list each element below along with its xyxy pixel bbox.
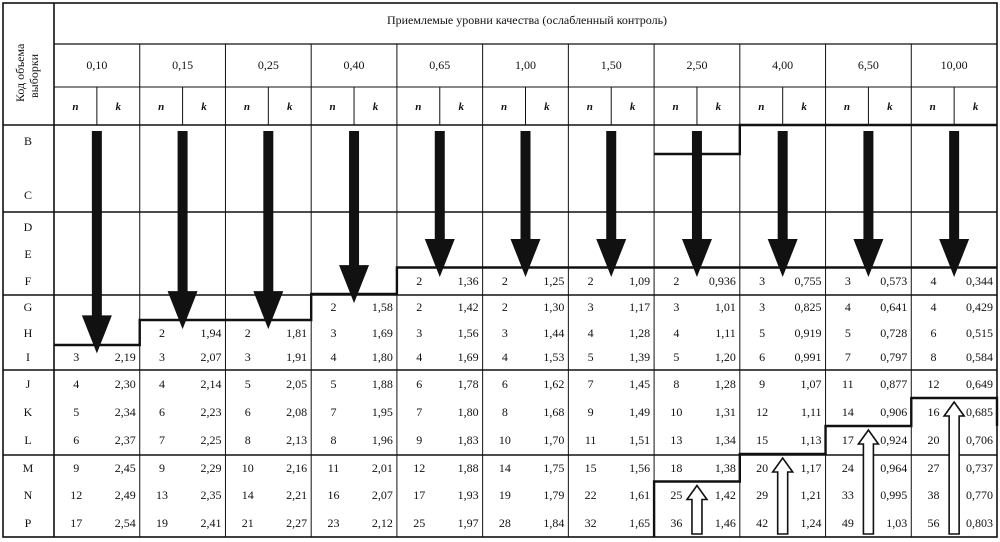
cell-n: 14 bbox=[498, 461, 511, 475]
cell-n: 24 bbox=[841, 461, 854, 475]
n-subheader: n bbox=[158, 101, 165, 113]
cell-n: 3 bbox=[416, 326, 423, 340]
cell-k: 0,515 bbox=[966, 326, 993, 340]
cell-k: 2,35 bbox=[200, 488, 222, 502]
cell-n: 16 bbox=[927, 405, 940, 419]
cell-k: 1,42 bbox=[714, 488, 736, 502]
cell-n: 4 bbox=[844, 300, 851, 314]
cell-k: 2,41 bbox=[200, 516, 222, 530]
cell-n: 3 bbox=[330, 326, 337, 340]
cell-n: 4 bbox=[673, 326, 680, 340]
down-arrow-icon bbox=[596, 131, 626, 277]
cell-n: 18 bbox=[670, 461, 683, 475]
cell-k: 1,11 bbox=[715, 326, 736, 340]
cell-n: 9 bbox=[73, 461, 80, 475]
cell-n: 23 bbox=[327, 516, 340, 530]
cell-k: 0,755 bbox=[794, 274, 822, 288]
cell-k: 0,924 bbox=[880, 433, 908, 447]
down-arrow-icon bbox=[168, 131, 198, 329]
cell-k: 1,81 bbox=[286, 326, 308, 340]
row-header-line-2: выборки bbox=[27, 53, 41, 98]
sample-code-B: B bbox=[23, 134, 33, 148]
cell-n: 7 bbox=[587, 377, 594, 391]
k-subheader: k bbox=[972, 101, 979, 113]
k-subheader: k bbox=[287, 101, 293, 113]
cell-k: 1,70 bbox=[543, 433, 565, 447]
table-title: Приемлемые уровни качества (ослабленный контроль) bbox=[386, 13, 668, 27]
cell-n: 6 bbox=[73, 433, 80, 447]
cell-n: 10 bbox=[498, 433, 511, 447]
cell-n: 11 bbox=[327, 461, 340, 475]
cell-k: 1,91 bbox=[286, 350, 308, 364]
cell-k: 2,54 bbox=[114, 516, 136, 530]
k-subheader: k bbox=[115, 101, 122, 113]
cell-n: 3 bbox=[501, 326, 508, 340]
row-header-line-1: Код объема bbox=[13, 43, 27, 102]
cell-k: 2,21 bbox=[286, 488, 308, 502]
n-subheader: n bbox=[243, 101, 250, 113]
aql-level-header: 1,50 bbox=[600, 58, 622, 72]
k-subheader: k bbox=[372, 101, 379, 113]
cell-k: 1,88 bbox=[371, 377, 393, 391]
cell-n: 2 bbox=[501, 300, 508, 314]
cell-n: 49 bbox=[841, 516, 854, 530]
cell-k: 1,96 bbox=[371, 433, 393, 447]
k-subheader: k bbox=[715, 101, 722, 113]
cell-k: 1,79 bbox=[543, 488, 565, 502]
cell-n: 12 bbox=[413, 461, 426, 475]
cell-n: 5 bbox=[587, 350, 594, 364]
cell-k: 1,80 bbox=[457, 405, 479, 419]
cell-n: 21 bbox=[241, 516, 254, 530]
cell-k: 0,685 bbox=[966, 405, 993, 419]
aql-level-header: 0,65 bbox=[429, 58, 451, 72]
cell-n: 2 bbox=[673, 274, 680, 288]
cell-n: 20 bbox=[927, 433, 940, 447]
cell-k: 0,797 bbox=[880, 350, 908, 364]
cell-n: 4 bbox=[416, 350, 423, 364]
aql-level-header: 2,50 bbox=[686, 58, 708, 72]
cell-k: 1,01 bbox=[714, 300, 736, 314]
cell-n: 17 bbox=[841, 433, 854, 447]
cell-k: 2,07 bbox=[200, 350, 222, 364]
down-arrow-icon bbox=[253, 131, 283, 329]
up-arrow-icon bbox=[944, 402, 964, 534]
cell-n: 36 bbox=[670, 516, 683, 530]
sample-code-L: L bbox=[24, 433, 32, 447]
table-grid bbox=[3, 3, 997, 537]
cell-n: 3 bbox=[759, 274, 766, 288]
cell-n: 7 bbox=[159, 433, 166, 447]
table-headers bbox=[13, 13, 667, 102]
cell-n: 4 bbox=[587, 326, 594, 340]
cell-k: 0,964 bbox=[880, 461, 908, 475]
cell-n: 4 bbox=[73, 377, 80, 391]
cell-n: 9 bbox=[416, 433, 423, 447]
sample-code-I: I bbox=[26, 350, 30, 364]
cell-k: 1,11 bbox=[800, 405, 822, 419]
cell-k: 1,51 bbox=[629, 433, 651, 447]
cell-n: 3 bbox=[759, 300, 766, 314]
cell-k: 2,27 bbox=[286, 516, 308, 530]
cell-n: 14 bbox=[241, 488, 254, 502]
cell-n: 11 bbox=[842, 377, 854, 391]
k-subheader: k bbox=[801, 101, 807, 113]
cell-k: 1,25 bbox=[543, 274, 565, 288]
cell-n: 4 bbox=[159, 377, 166, 391]
sample-code-H: H bbox=[23, 326, 33, 340]
cell-k: 2,45 bbox=[114, 461, 136, 475]
k-subheader: k bbox=[887, 101, 893, 113]
cell-n: 6 bbox=[930, 326, 937, 340]
cell-k: 1,84 bbox=[543, 516, 565, 530]
cell-k: 1,09 bbox=[629, 274, 651, 288]
n-subheader: n bbox=[329, 101, 336, 113]
sample-code-C: C bbox=[23, 188, 33, 202]
cell-k: 0,429 bbox=[966, 300, 993, 314]
cell-n: 22 bbox=[584, 488, 597, 502]
n-subheader: n bbox=[415, 101, 422, 113]
cell-k: 1,53 bbox=[543, 350, 565, 364]
cell-k: 1,97 bbox=[457, 516, 479, 530]
cell-k: 0,877 bbox=[880, 377, 908, 391]
aql-level-header: 0,15 bbox=[172, 58, 194, 72]
cell-n: 3 bbox=[159, 350, 166, 364]
cell-k: 0,770 bbox=[966, 488, 993, 502]
cell-k: 1,39 bbox=[629, 350, 651, 364]
cell-n: 29 bbox=[756, 488, 769, 502]
cell-n: 32 bbox=[584, 516, 597, 530]
cell-n: 28 bbox=[498, 516, 511, 530]
n-subheader: n bbox=[586, 101, 593, 113]
cell-n: 9 bbox=[587, 405, 594, 419]
cell-n: 42 bbox=[756, 516, 769, 530]
cell-k: 0,344 bbox=[966, 274, 993, 288]
cell-n: 6 bbox=[759, 350, 766, 364]
k-subheader: k bbox=[629, 101, 636, 113]
cell-k: 1,69 bbox=[371, 326, 393, 340]
cell-n: 17 bbox=[70, 516, 83, 530]
cell-n: 5 bbox=[673, 350, 680, 364]
down-arrow-icon bbox=[511, 131, 541, 277]
cell-n: 3 bbox=[844, 274, 851, 288]
aql-level-header: 0,10 bbox=[86, 58, 108, 72]
cell-n: 12 bbox=[927, 377, 940, 391]
cell-k: 1,38 bbox=[714, 461, 736, 475]
cell-n: 11 bbox=[584, 433, 597, 447]
n-subheader: n bbox=[672, 101, 679, 113]
cell-n: 15 bbox=[584, 461, 597, 475]
cell-k: 1,83 bbox=[457, 433, 479, 447]
cell-k: 2,37 bbox=[114, 433, 136, 447]
cell-k: 1,68 bbox=[543, 405, 565, 419]
cell-n: 5 bbox=[759, 326, 766, 340]
down-arrow-icon bbox=[425, 131, 455, 277]
cell-k: 2,29 bbox=[200, 461, 222, 475]
cell-k: 1,78 bbox=[457, 377, 479, 391]
cell-n: 2 bbox=[501, 274, 508, 288]
cell-k: 1,31 bbox=[714, 405, 736, 419]
cell-k: 1,13 bbox=[800, 433, 822, 447]
upper-stair-line bbox=[54, 268, 997, 346]
cell-k: 0,803 bbox=[966, 516, 993, 530]
cell-k: 1,36 bbox=[457, 274, 479, 288]
cell-n: 12 bbox=[756, 405, 769, 419]
sample-code-N: N bbox=[23, 488, 33, 502]
cell-k: 1,69 bbox=[457, 350, 479, 364]
cell-n: 8 bbox=[501, 405, 508, 419]
sample-code-D: D bbox=[23, 220, 33, 234]
sample-code-J: J bbox=[25, 377, 31, 391]
n-subheader: n bbox=[501, 101, 508, 113]
cell-n: 13 bbox=[156, 488, 169, 502]
table-frame bbox=[3, 3, 997, 537]
cell-n: 9 bbox=[759, 377, 766, 391]
cell-k: 1,03 bbox=[886, 516, 908, 530]
cell-k: 1,21 bbox=[800, 488, 822, 502]
down-arrow-icon bbox=[339, 131, 369, 303]
aql-level-header: 4,00 bbox=[772, 58, 794, 72]
cell-k: 1,30 bbox=[543, 300, 565, 314]
cell-k: 0,991 bbox=[794, 350, 822, 364]
down-arrow-icon bbox=[853, 131, 883, 277]
sample-code-K: K bbox=[23, 405, 33, 419]
cell-k: 1,17 bbox=[800, 461, 822, 475]
cell-k: 1,49 bbox=[629, 405, 651, 419]
cell-k: 1,46 bbox=[714, 516, 736, 530]
cell-n: 7 bbox=[416, 405, 423, 419]
up-arrow-icon bbox=[858, 430, 878, 534]
cell-k: 1,17 bbox=[629, 300, 651, 314]
cell-k: 0,936 bbox=[708, 274, 736, 288]
cell-k: 1,56 bbox=[457, 326, 479, 340]
cell-k: 2,08 bbox=[286, 405, 308, 419]
cell-k: 2,25 bbox=[200, 433, 222, 447]
cell-n: 8 bbox=[330, 433, 337, 447]
n-subheader: n bbox=[72, 101, 79, 113]
cell-k: 1,62 bbox=[543, 377, 565, 391]
cell-n: 4 bbox=[930, 300, 937, 314]
sample-code-P: P bbox=[24, 516, 32, 530]
cell-k: 1,80 bbox=[371, 350, 393, 364]
cell-n: 16 bbox=[327, 488, 340, 502]
down-arrow-icon bbox=[939, 131, 969, 277]
cell-k: 2,34 bbox=[114, 405, 136, 419]
cell-n: 25 bbox=[670, 488, 683, 502]
aql-level-header: 1,00 bbox=[515, 58, 536, 72]
cell-k: 1,88 bbox=[457, 461, 479, 475]
cell-n: 17 bbox=[413, 488, 426, 502]
cell-n: 7 bbox=[844, 350, 851, 364]
cell-k: 1,65 bbox=[629, 516, 651, 530]
cell-k: 0,641 bbox=[880, 300, 908, 314]
table-cells bbox=[23, 58, 993, 530]
cell-k: 1,24 bbox=[800, 516, 822, 530]
cell-k: 0,584 bbox=[966, 350, 993, 364]
cell-n: 12 bbox=[70, 488, 83, 502]
cell-n: 14 bbox=[841, 405, 854, 419]
cell-k: 2,49 bbox=[114, 488, 136, 502]
aql-level-header: 10,00 bbox=[940, 58, 968, 72]
cell-k: 0,919 bbox=[794, 326, 822, 340]
sample-code-F: F bbox=[24, 274, 32, 288]
cell-k: 0,706 bbox=[966, 433, 993, 447]
aql-level-header: 6,50 bbox=[857, 58, 879, 72]
cell-n: 3 bbox=[73, 350, 80, 364]
cell-k: 0,825 bbox=[794, 300, 822, 314]
cell-n: 19 bbox=[156, 516, 169, 530]
cell-n: 3 bbox=[587, 300, 594, 314]
up-arrow-icon bbox=[773, 458, 793, 534]
cell-n: 8 bbox=[673, 377, 680, 391]
k-subheader: k bbox=[544, 101, 550, 113]
cell-n: 7 bbox=[330, 405, 337, 419]
k-subheader: k bbox=[458, 101, 464, 113]
cell-k: 1,94 bbox=[200, 326, 222, 340]
cell-k: 1,20 bbox=[714, 350, 736, 364]
cell-n: 33 bbox=[841, 488, 854, 502]
cell-k: 1,28 bbox=[714, 377, 736, 391]
cell-n: 2 bbox=[416, 274, 423, 288]
cell-n: 5 bbox=[244, 377, 251, 391]
cell-n: 2 bbox=[159, 326, 166, 340]
down-arrow-icon bbox=[82, 131, 112, 353]
cell-n: 2 bbox=[416, 300, 423, 314]
up-arrow-icon bbox=[687, 486, 707, 535]
aql-level-header: 0,25 bbox=[257, 58, 279, 72]
n-subheader: n bbox=[929, 101, 936, 113]
cell-n: 2 bbox=[330, 300, 337, 314]
cell-n: 20 bbox=[756, 461, 769, 475]
cell-n: 5 bbox=[844, 326, 851, 340]
n-subheader: n bbox=[843, 101, 851, 113]
cell-n: 6 bbox=[159, 405, 166, 419]
cell-k: 1,44 bbox=[543, 326, 565, 340]
cell-k: 0,906 bbox=[880, 405, 908, 419]
cell-k: 0,728 bbox=[880, 326, 908, 340]
k-subheader: k bbox=[201, 101, 207, 113]
cell-n: 3 bbox=[244, 350, 251, 364]
cell-k: 1,07 bbox=[800, 377, 822, 391]
sample-code-G: G bbox=[23, 300, 33, 314]
cell-n: 6 bbox=[416, 377, 423, 391]
cell-k: 0,995 bbox=[880, 488, 908, 502]
cell-k: 2,16 bbox=[286, 461, 308, 475]
cell-n: 15 bbox=[756, 433, 769, 447]
cell-n: 10 bbox=[241, 461, 254, 475]
cell-k: 1,28 bbox=[629, 326, 651, 340]
cell-n: 8 bbox=[244, 433, 251, 447]
cell-n: 13 bbox=[670, 433, 683, 447]
cell-n: 8 bbox=[930, 350, 937, 364]
cell-k: 0,649 bbox=[966, 377, 993, 391]
cell-k: 1,56 bbox=[629, 461, 651, 475]
cell-k: 2,01 bbox=[371, 461, 393, 475]
cell-n: 6 bbox=[244, 405, 251, 419]
cell-k: 1,93 bbox=[457, 488, 479, 502]
cell-n: 3 bbox=[673, 300, 680, 314]
cell-n: 4 bbox=[501, 350, 508, 364]
cell-n: 19 bbox=[498, 488, 511, 502]
cell-n: 4 bbox=[930, 274, 937, 288]
cell-k: 2,14 bbox=[200, 377, 222, 391]
cell-n: 10 bbox=[670, 405, 683, 419]
down-arrow-icon bbox=[768, 131, 798, 277]
cell-n: 4 bbox=[330, 350, 337, 364]
cell-n: 27 bbox=[927, 461, 940, 475]
cell-n: 2 bbox=[244, 326, 251, 340]
cell-k: 2,23 bbox=[200, 405, 222, 419]
sample-code-M: M bbox=[22, 461, 34, 475]
cell-n: 6 bbox=[501, 377, 508, 391]
cell-k: 2,19 bbox=[114, 350, 136, 364]
cell-k: 1,61 bbox=[629, 488, 651, 502]
cell-k: 1,42 bbox=[457, 300, 479, 314]
cell-k: 2,30 bbox=[114, 377, 136, 391]
n-subheader: n bbox=[758, 101, 765, 113]
cell-k: 0,737 bbox=[966, 461, 993, 475]
cell-k: 1,58 bbox=[371, 300, 393, 314]
cell-k: 2,13 bbox=[286, 433, 308, 447]
cell-k: 2,05 bbox=[286, 377, 308, 391]
cell-k: 2,12 bbox=[371, 516, 393, 530]
cell-k: 1,95 bbox=[371, 405, 393, 419]
cell-k: 2,07 bbox=[371, 488, 393, 502]
cell-k: 0,573 bbox=[880, 274, 908, 288]
aql-level-header: 0,40 bbox=[343, 58, 365, 72]
cell-k: 1,75 bbox=[543, 461, 565, 475]
cell-n: 56 bbox=[927, 516, 940, 530]
cell-n: 5 bbox=[330, 377, 337, 391]
cell-n: 5 bbox=[73, 405, 80, 419]
cell-k: 1,45 bbox=[629, 377, 651, 391]
cell-n: 2 bbox=[587, 274, 594, 288]
sample-code-E: E bbox=[24, 247, 32, 261]
cell-n: 9 bbox=[159, 461, 166, 475]
cell-n: 38 bbox=[927, 488, 940, 502]
cell-k: 1,34 bbox=[714, 433, 736, 447]
cell-n: 25 bbox=[413, 516, 426, 530]
